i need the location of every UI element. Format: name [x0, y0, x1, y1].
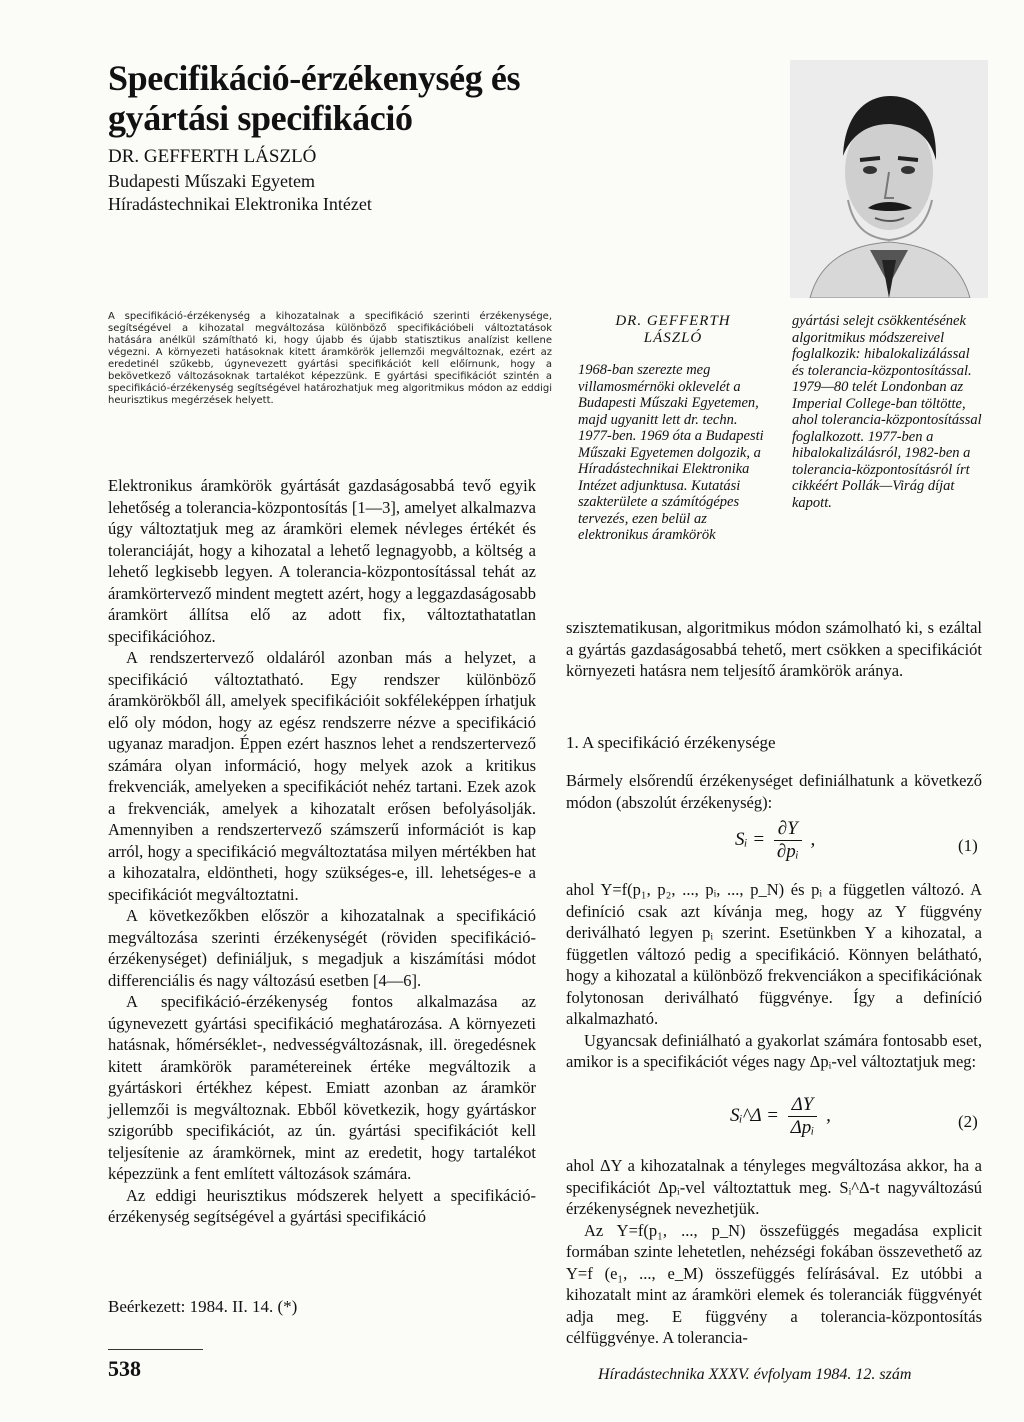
- footer-divider: [108, 1349, 203, 1350]
- equation-2-number: (2): [958, 1112, 978, 1131]
- affiliation-institute: Híradástechnikai Elektronika Intézet: [108, 194, 372, 214]
- left-column-body: [108, 475, 536, 1228]
- eq2-tail: ,: [826, 1104, 831, 1126]
- paragraph: szisztematikusan, algoritmikus módon számolható ki, s ezáltal a gyártás gazdaságosabbá tehető, mert csökken a specifikációt környezeti hatásra nem teljesítő áramkörök aránya.: [566, 618, 982, 680]
- eq2-lhs: Sᵢ^Δ =: [730, 1104, 779, 1126]
- bio-name: [578, 313, 768, 346]
- eq1-tail: ,: [810, 828, 816, 850]
- paragraph: A rendszertervező oldaláról azonban más a helyzet, a specifikáció változtatható. Egy rendszer különböző áramkörökből áll, amelyek specifikációit sokféleképpen írhatjuk elő oly módon, hogy az egész rendszerre nézve a specifikáció ugyanaz maradjon. Éppen ezért hasznos lehet a rendszertervező számára olyan információ, hogy melyek azok a kritikus frekvenciák, amelyeken a specifikációt nehéz tartani. Ezek azok a frekvenciák, amelyek a kihozatalt erősen befolyásolják. Amennyiben a rendszertervező számszerű információt is kap arról, hogy a specifikáció megváltoztatása milyen mértékben hat a kihozatalra, eldöntheti, hogy szükséges-e, ill. lehetséges-e a specifikációt megváltoztatni.: [108, 648, 536, 904]
- journal-footer: Híradástechnika XXXV. évfolyam 1984. 12. szám: [598, 1366, 912, 1383]
- page-number: 538: [108, 1356, 141, 1381]
- equation-1: [735, 818, 815, 863]
- paragraph-after-eq2: [566, 1155, 982, 1349]
- eq1-numerator: ∂Y: [774, 818, 802, 841]
- bio-name-line2: LÁSZLÓ: [643, 329, 703, 346]
- paragraph: A következőkben először a kihozatalnak a specifikáció megváltozása szerinti érzékenységét (röviden specifikáció-érzékenységet) definiáljuk, s megadjuk a kiszámítási módot differenciális és nagy változású esetben [4—6].: [108, 906, 536, 990]
- paragraph-after-eq1: [566, 879, 982, 1073]
- section-heading: 1. A specifikáció érzékenysége: [566, 733, 776, 752]
- paragraph: Ugyancsak definiálható a gyakorlat számára fontosabb eset, amikor is a specifikációt véges nagy Δpᵢ-vel változtatjuk meg:: [566, 1030, 982, 1071]
- author-portrait: [790, 60, 988, 298]
- paragraph: Elektronikus áramkörök gyártását gazdaságosabbá tevő egyik lehetőség a tolerancia-központosítás [1—3], amelyet alkalmazva úgy változtatjuk meg az áramköri elemek névleges értékét és toleranciáját, hogy a kihozatal a lehető legnagyobb, a költség a lehető legkisebb legyen. A tolerancia-központosítással tehát az áramkörtervező mindent megtett azért, hogy a leggazdaságosabb áramkört állítsa elő az adott fix, változtathatatlan specifikációhoz.: [108, 476, 536, 646]
- paragraph: Bármely elsőrendű érzékenységet definiálhatunk a következő módon (abszolút érzékenység):: [566, 771, 982, 812]
- paragraph: ahol Y=f(p₁, p₂, ..., pᵢ, ..., p_N) és pᵢ a független változó. A definíció csak azt kívánja meg, hogy az Y függvény deriválható legyen pᵢ szerint. Esetünkben Y a kihozatal, a független változó pedig a specifikáció. Könnyen belátható, hogy a kihozatal a különböző frekvenciákon a specifikációnak folytonosan deriválható függvénye. Így a definíció alkalmazható.: [566, 880, 982, 1028]
- paragraph: Az eddigi heurisztikus módszerek helyett a specifikáció-érzékenység segítségével a gyártási specifikáció: [108, 1185, 536, 1226]
- bio-column-2: [792, 313, 984, 511]
- bio-name-line1: DR. GEFFERTH: [615, 313, 731, 329]
- abstract: A specifikáció-érzékenység a kihozatalnak a specifikáció szerinti érzékenysége, segítségével a kihozatal megváltozása különböző specifikációbeli változtatások hatására anélkül számítható ki, hogy újabb és újabb statisztikus analízist kellene végezni. A környezeti hatásoknak kitett áramkörök jellemzői megváltoznak, ezért az eredetinél szűkebb, úgynevezett gyártási specifikációt kell előírnunk, hogy a bekövetkező változásoknak tartalékot képezzünk. E gyártási specifikációt szintén a specifikáció-érzékenység segítségével határozhatjuk meg algoritmikus módon az eddigi heurisztikus megérzések helyett.: [108, 311, 552, 406]
- equation-2: [730, 1094, 831, 1139]
- right-column-intro: [566, 617, 982, 682]
- equation-1-number: (1): [958, 836, 978, 855]
- paragraph: ahol ΔY a kihozatalnak a tényleges megváltozása akkor, ha a specifikációt Δpᵢ-vel változtattuk meg. Sᵢ^Δ-t nagyváltozású érzékenységnek nevezhetjük.: [566, 1156, 982, 1218]
- author-name: DR. GEFFERTH LÁSZLÓ: [108, 146, 317, 167]
- eq2-numerator: ΔY: [788, 1094, 818, 1117]
- received-date: Beérkezett: 1984. II. 14. (*): [108, 1297, 298, 1316]
- eq2-fraction: [788, 1094, 818, 1139]
- paragraph: Az Y=f(p₁, ..., p_N) összefüggés megadása explicit formában szinte lehetetlen, nehézségi fokában összevethető az Y=f (e₁, ..., e_M) összefüggés felírásával. Ez utóbbi a kihozatalt mint az áramköri elemek és toleranciák függvényét adja meg. E függvény a tolerancia-központosítás célfüggvénye. A tolerancia-: [566, 1220, 982, 1347]
- portrait-drawing: [790, 60, 988, 298]
- affiliation-university: Budapesti Műszaki Egyetem: [108, 171, 315, 191]
- eq1-fraction: [774, 818, 802, 863]
- paragraph: A specifikáció-érzékenység fontos alkalmazása az úgynevezett gyártási specifikáció meghatározása. A környezeti hatásnak, hőmérséklet-, nedvességváltozásnak, ill. öregedésnek kitett áramkörök paramétereinek értéke megváltozik a gyártáskori értékhez képest. Emiatt azonban az áramkör jellemzői is megváltoznak. Ebből következik, hogy gyártáskor szigorúbb specifikációt, az ún. gyártási specifikációt kell teljesítenie az áramkörnek, mint az eredetit, hogy tartalékot képezzünk a fent említett változások számára.: [108, 992, 536, 1183]
- bio-text-1: 1968-ban szerezte meg villamosmérnöki oklevelét a Budapesti Műszaki Egyetemen, majd ugyanitt lett dr. techn. 1977-ben. 1969 óta a Budapesti Műszaki Egyetemen dolgozik, a Híradástechnikai Elektronika Intézet adjunktusa. Kutatási szakterülete a számítógépes tervezés, ezen belül az elektronikus áramkörök: [578, 362, 764, 543]
- eq2-denominator: Δpᵢ: [790, 1117, 815, 1138]
- bio-text-2: gyártási selejt csökkentésének algoritmikus módszereivel foglalkozik: hibalokalizálással és tolerancia-központosítással. 1979—80 telét Londonban az Imperial College-ban töltötte, ahol tolerancia-központosítással foglalkozott. 1977-ben a hibalokalizálásról, 1982-ben a tolerancia-központosításról írt cikkéért Pollák—Virág díjat kapott.: [792, 313, 982, 511]
- bio-column-1: [578, 313, 768, 544]
- article-title: Specifikáció-érzékenység és gyártási specifikáció: [108, 58, 521, 138]
- eq1-lhs: Sᵢ =: [735, 828, 766, 850]
- eq1-denominator: ∂pᵢ: [776, 841, 799, 862]
- section-paragraph-1: [566, 770, 982, 813]
